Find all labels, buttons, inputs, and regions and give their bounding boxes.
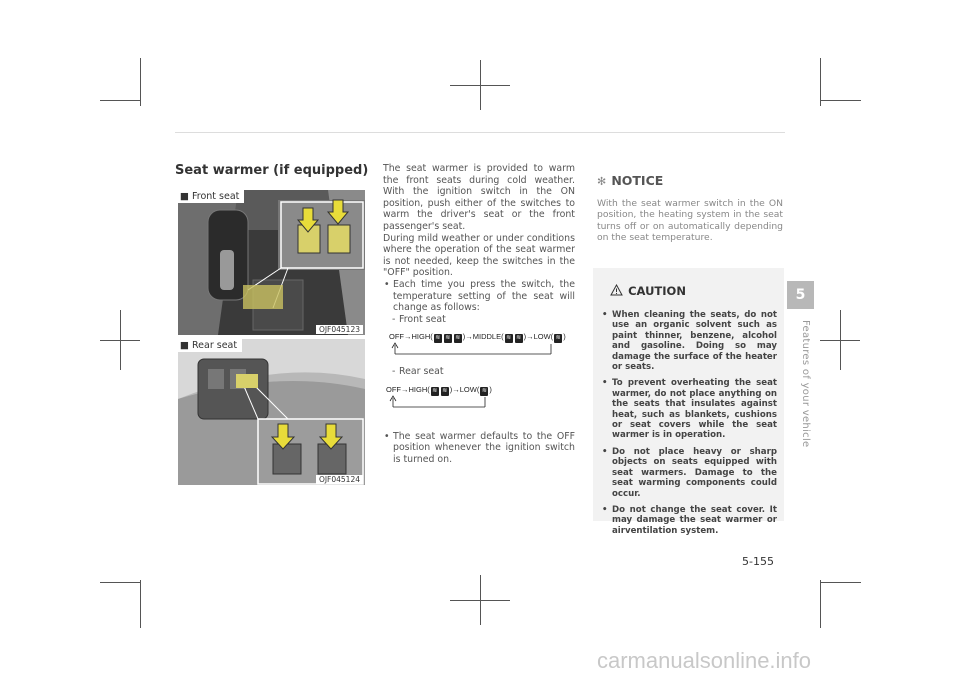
rear-seat-figure [178,339,365,485]
warning-triangle-icon [610,284,623,296]
watermark: carmanualsonline.info [597,648,812,673]
front-seat-photo [178,190,365,335]
seq-high: HIGH( [408,385,430,394]
seq-close: ) [462,332,466,341]
crop-mark [100,100,141,101]
seq-close: ) [449,385,453,394]
seq-high: HIGH( [411,332,433,341]
bullet-switch-press: • Each time you press the switch, the temperature setting of the seat will change as follows: [383,279,575,314]
body-column [383,163,575,325]
rear-seat-sequence: OFF→HIGH( ≋ ≋ )→LOW( ≋ ) [386,385,492,394]
front-seat-figure [178,190,365,335]
crop-mark [140,580,141,628]
page-number: 5-155 [742,555,774,568]
crop-mark [820,100,861,101]
rear-seat-subheading: - Rear seat [383,366,579,378]
front-seat-label: ■ Front seat [178,190,244,203]
header-rule [175,132,785,133]
notice-heading [597,170,663,189]
caution-item: • When cleaning the seats, do not use an organic solvent such as paint thinner, benzene, alcohol and gasoline. Doing so may damage the surface of the heater or seats. [599,310,777,372]
caution-box [593,268,784,536]
heat-icon: ≋ [516,335,522,341]
heat-icon: ≋ [506,335,512,341]
front-sequence-return-arrow [391,342,556,356]
seq-off: OFF [389,332,404,341]
seq-low: LOW( [533,332,554,341]
crop-mark [450,85,510,86]
seq-close: ) [523,332,527,341]
rear-seat-label: ■ Rear seat [178,339,242,352]
intro-paragraph: The seat warmer is provided to warm the front seats during cold weather. With the ignition switch in the ON position, push either of the switches to warm the driver's seat or the front passenger's seat. [383,163,575,232]
rear-seat-photo [178,339,365,485]
seq-off: OFF [386,385,401,394]
rear-sequence-return-arrow [389,395,489,409]
bullet-default-off: • The seat warmer defaults to the OFF position whenever the ignition switch is turned on. [383,431,575,466]
caution-item: • To prevent overheating the seat warmer, do not place anything on the seats that insulates against heat, such as blankets, cushions or seat covers while the seat warmer is in operation. [599,378,777,440]
crop-mark [140,58,141,106]
section-title: Seat warmer (if equipped) [175,163,369,178]
front-seat-subheading: - Front seat [383,314,575,326]
heat-icon: ≋ [432,388,438,394]
crop-mark [820,582,861,583]
heat-icon: ≋ [445,335,451,341]
caution-heading [610,280,686,299]
seq-low: LOW( [459,385,480,394]
crop-mark [100,340,140,341]
notice-title: NOTICE [611,173,664,188]
heat-icon: ≋ [481,388,487,394]
seq-middle: MIDDLE( [472,332,504,341]
crop-mark [820,580,821,628]
seq-close: ) [563,332,566,341]
heat-icon: ≋ [442,388,448,394]
front-seat-sequence: OFF→HIGH( ≋ ≋ ≋ )→MIDDLE( ≋ ≋ )→LOW( ≋ ) [389,332,566,341]
caution-list [599,310,777,542]
crop-mark [450,600,510,601]
caution-item: • Do not change the seat cover. It may damage the seat warmer or airventilation system. [599,505,777,536]
crop-mark [820,58,821,106]
caution-item: • Do not place heavy or sharp objects on seats equipped with seat warmers. Damage to the seat warming components could occur. [599,447,777,499]
heat-icon: ≋ [435,335,441,341]
rear-seat-figure-code: OJF045124 [316,475,363,484]
seq-close: ) [489,385,492,394]
caution-title: CAUTION [628,284,686,298]
notice-icon: ✻ [597,175,607,188]
crop-mark [100,582,141,583]
chapter-tab: 5 [787,281,814,309]
heat-icon: ≋ [455,335,461,341]
notice-text: With the seat warmer switch in the ON position, the heating system in the seat turns off or on automatically depending on the seat temperature. [597,198,783,244]
front-seat-figure-code: OJF045123 [316,325,363,334]
crop-mark [820,340,860,341]
chapter-title: Features of your vehicle [800,320,811,448]
mild-weather-paragraph: During mild weather or under conditions where the operation of the seat warmer is not needed, keep the switches in the "OFF" position. [383,232,575,279]
heat-icon: ≋ [555,335,561,341]
